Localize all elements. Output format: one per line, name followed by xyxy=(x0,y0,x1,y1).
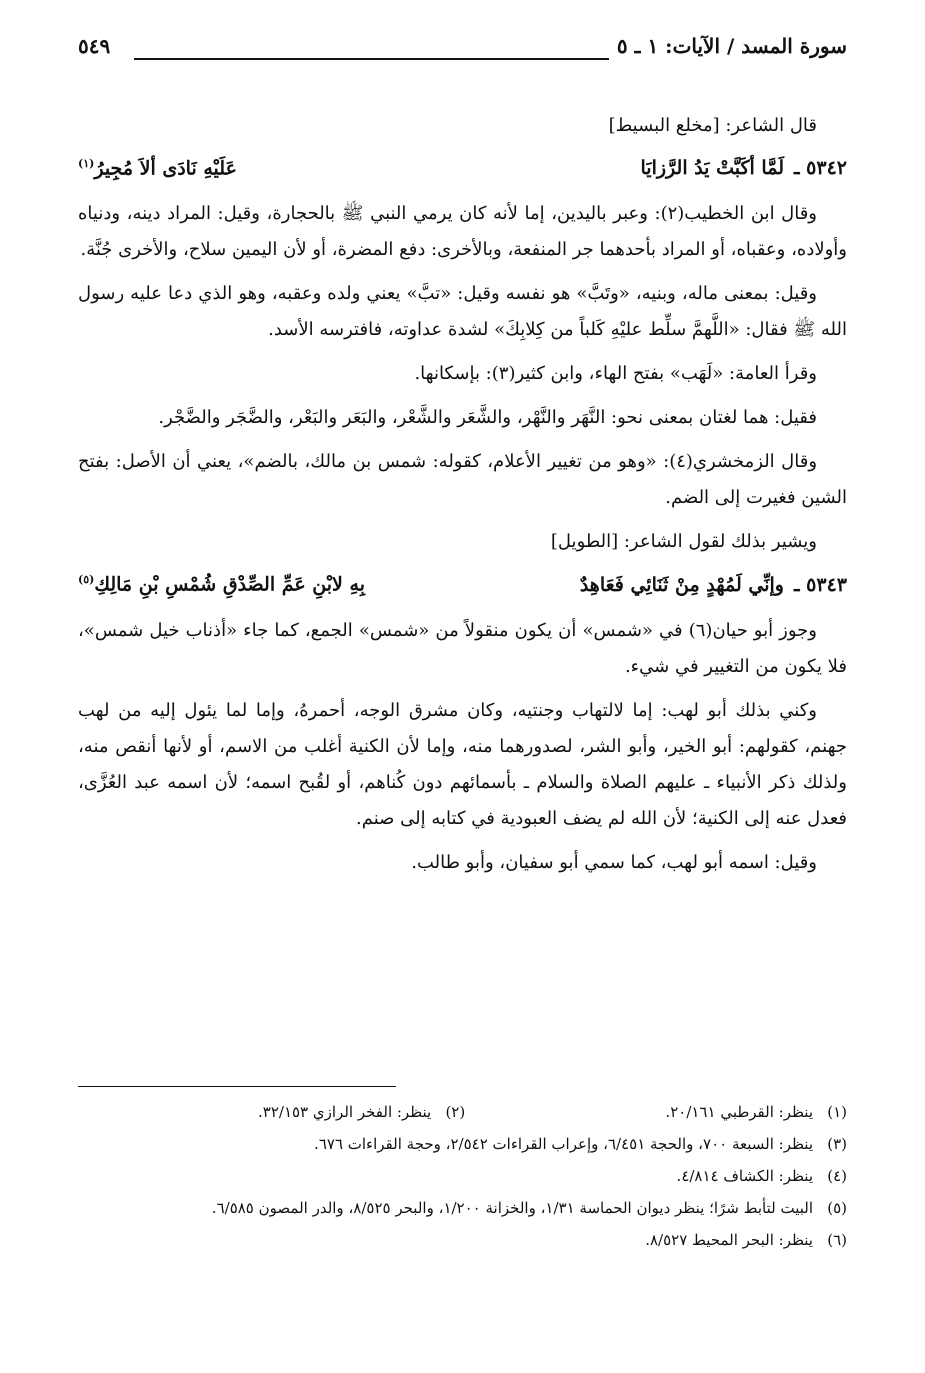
paragraph: فقيل: هما لغتان بمعنى نحو: النَّهَر والنَّهْر، والشَّعَر والشَّعْر، والبَعَر والبَعْر، والضَّجَر والضَّجْر. xyxy=(158,407,817,429)
page-number: ٥٤٩ xyxy=(78,34,111,58)
footnote-ref: (٥) xyxy=(77,573,95,587)
paragraph: وجوز أبو حيان(٦) في «شمس» أن يكون منقولاً من «شمس» الجمع، كما جاء «أذناب خيل شمس»، فلا يكون من التغيير في شيء. xyxy=(78,619,847,677)
footnotes xyxy=(78,1098,847,1258)
surah-title: سورة المسد / الآيات: ١ ـ ٥ xyxy=(616,34,847,58)
header-rule xyxy=(134,58,609,60)
paragraph: وقيل: اسمه أبو لهب، كما سمي أبو سفيان، وأبو طالب. xyxy=(411,851,817,873)
footnote-6: (٦) ينظر: البحر المحيط ٨/٥٢٧. xyxy=(645,1231,847,1249)
poet-intro: ويشير بذلك لقول الشاعر: [الطويل] xyxy=(550,531,817,553)
main-text xyxy=(78,108,847,889)
footnote-3: (٣) ينظر: السبعة ٧٠٠، والحجة ٦/٤٥١، وإعراب القراءات ٢/٥٤٢، وحجة القراءات ٦٧٦. xyxy=(314,1135,847,1153)
verse-5343 xyxy=(78,562,847,602)
running-header xyxy=(78,30,847,72)
verse-hemistich-second: عَلَيْهِ نَادَى ألاَ مُجِيرُ$^{(١)}$ xyxy=(77,157,237,180)
verse-number: ٥٣٤٢ ـ xyxy=(793,157,847,180)
paragraph: وقال ابن الخطيب(٢): وعبر باليدين، إما لأنه كان يرمي النبي ﷺ بالحجارة، وقيل: المراد دينه، ودنياه وأولاده، وعقباه، أو المراد بأحدهما جر المنفعة، وبالأخرى: دفع المضرة، أو لأن اليمين سلاح، والأخرى جُنَّة. xyxy=(78,203,847,261)
footnote-1: (١) ينظر: القرطبي ٢٠/١٦١. xyxy=(665,1103,847,1121)
footnote-5: (٥) البيت لتأبط شرًا؛ ينظر ديوان الحماسة ١/٣١، والخزانة ١/٢٠٠، والبحر ٨/٥٢٥، والدر المصون ٦/٥٨٥. xyxy=(211,1199,847,1217)
verse-5342 xyxy=(78,146,847,186)
footnote-row xyxy=(78,1098,847,1130)
paragraph: وكني بذلك أبو لهب: إما لالتهاب وجنتيه، وكان مشرق الوجه، أحمرهُ، وإما لما يئول إليه من لهب جهنم، كقولهم: أبو الخير، وأبو الشر، لصدورهما منه، وإما لأن الكنية أغلب من الاسم، أو لأنها أنقص منه، ولذلك ذكر الأنبياء ـ عليهم الصلاة والسلام ـ بأسمائهم دون كُناهم، أو لقُبح اسمه؛ لأن اسمه عبد العُزَّى، فعدل عنه إلى الكنية؛ لأن الله لم يضف العبودية في كتابه إلى صنم. xyxy=(78,699,847,829)
paragraph: وقرأ العامة: «لَهَب» بفتح الهاء، وابن كثير(٣): بإسكانها. xyxy=(414,363,817,385)
paragraph: وقال الزمخشري(٤): «وهو من تغيير الأعلام، كقوله: شمس بن مالك، بالضم»، يعني أن الأصل: بفتح الشين فغيرت إلى الضم. xyxy=(78,451,847,509)
verse-number: ٥٣٤٣ ـ xyxy=(793,573,847,596)
verse-hemistich-second: بِهِ لابْنِ عَمِّ الصِّدْقِ شُمْسِ بْنِ مَالِكِ$^{(٥)}$ xyxy=(77,573,365,596)
verse-hemistich-first: لَمَّا أكَبَّتْ يَدُ الرَّزايَا xyxy=(640,157,784,180)
poet-intro: قال الشاعر: [مخلع البسيط] xyxy=(608,115,817,136)
paragraph: وقيل: بمعنى ماله، وبنيه، «وتَبَّ» هو نفسه وقيل: «تبَّ» يعني ولده وعقبه، وهو الذي دعا عليه رسول الله ﷺ فقال: «اللَّهمَّ سلِّط عليْهِ كَلباً من كِلابِكَ» لشدة عداوته، فافترسه الأسد. xyxy=(78,283,847,341)
verse-hemistich-first: وإنِّي لَمُهْدٍ مِنْ ثَنَائِي فَعَاهِدٌ xyxy=(579,573,784,596)
footnote-2: (٢) ينظر: الفخر الرازي ٣٢/١٥٣. xyxy=(258,1103,466,1121)
footnote-ref: (١) xyxy=(77,157,95,170)
footnote-separator xyxy=(78,1086,396,1087)
footnote-4: (٤) ينظر: الكشاف ٤/٨١٤. xyxy=(676,1167,847,1185)
